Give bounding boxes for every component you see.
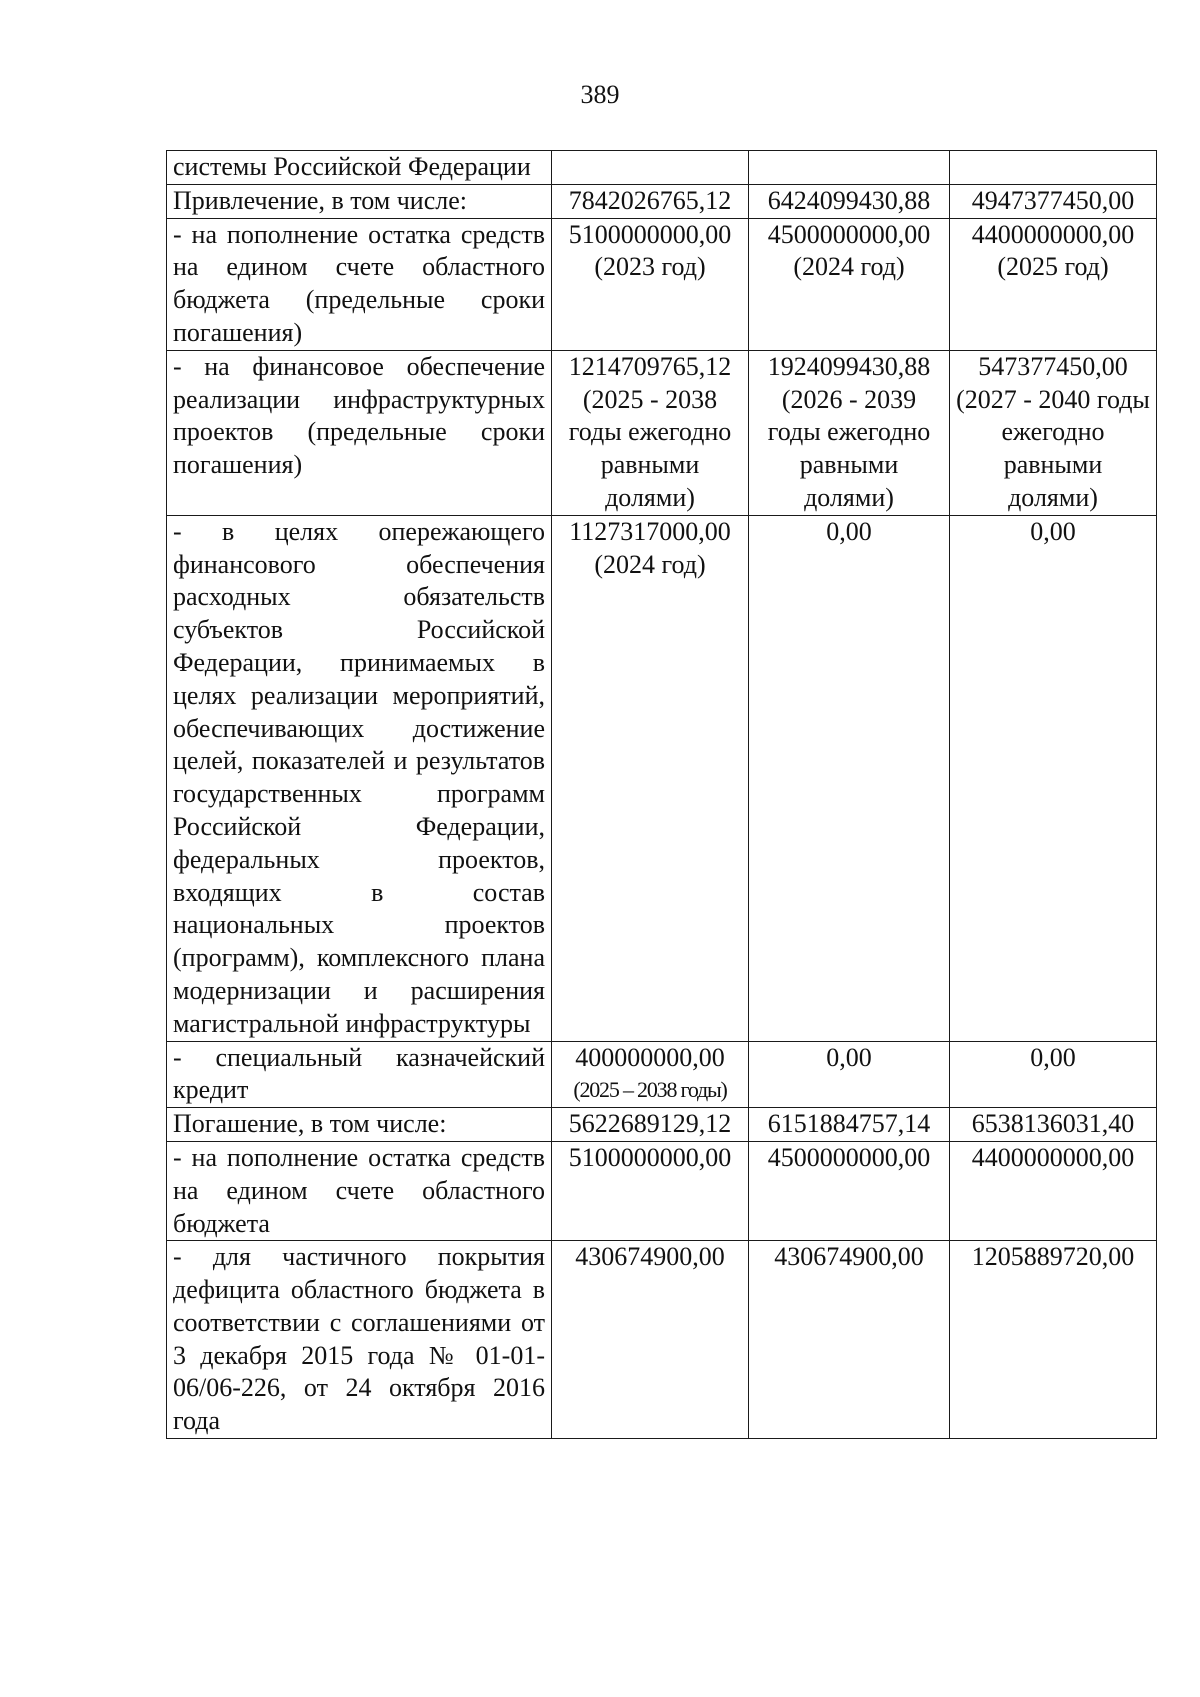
value-cell bbox=[552, 515, 749, 1041]
value-note: (2026 - 2039 годы ежегодно равными долями) bbox=[767, 384, 931, 512]
table-row bbox=[167, 184, 1157, 218]
row-label: - на пополнение остатка средств на едином счете областного бюджета bbox=[167, 1141, 552, 1240]
value-cell: 6151884757,14 bbox=[749, 1108, 950, 1142]
row-label: Привлечение, в том числе: bbox=[167, 184, 552, 218]
value-amount: 1214709765,12 bbox=[568, 351, 732, 381]
value-cell bbox=[749, 350, 950, 515]
table-row bbox=[167, 218, 1157, 350]
table-row bbox=[167, 1108, 1157, 1142]
value-note: (2025 год) bbox=[997, 252, 1109, 282]
row-label: - на финансовое обеспечение реализации инфраструктурных проектов (предельные сроки погашения) bbox=[167, 350, 552, 515]
value-amount: 5100000000,00 bbox=[568, 219, 732, 249]
value-cell bbox=[950, 350, 1157, 515]
value-amount: 4500000000,00 bbox=[767, 219, 931, 249]
value-cell bbox=[950, 218, 1157, 350]
value-cell: 430674900,00 bbox=[749, 1241, 950, 1439]
value-note: (2024 год) bbox=[594, 549, 706, 579]
value-cell: 4500000000,00 bbox=[749, 1141, 950, 1240]
value-cell bbox=[552, 218, 749, 350]
value-cell: 4947377450,00 bbox=[950, 184, 1157, 218]
value-cell bbox=[749, 218, 950, 350]
value-amount: 1924099430,88 bbox=[767, 351, 931, 381]
row-label: системы Российской Федерации bbox=[167, 151, 552, 185]
page-number: 389 bbox=[580, 80, 620, 109]
value-amount: 1127317000,00 bbox=[569, 516, 731, 546]
value-cell: 7842026765,12 bbox=[552, 184, 749, 218]
value-cell: 4400000000,00 bbox=[950, 1141, 1157, 1240]
value-note: (2025 – 2038 годы) bbox=[573, 1077, 727, 1103]
value-cell: 6538136031,40 bbox=[950, 1108, 1157, 1142]
value-cell: 0,00 bbox=[749, 1041, 950, 1108]
value-amount: 400000000,00 bbox=[575, 1042, 725, 1072]
value-cell: 0,00 bbox=[749, 515, 950, 1041]
value-note: (2027 - 2040 годы ежегодно равными долями) bbox=[956, 384, 1150, 512]
value-amount: 4400000000,00 bbox=[971, 219, 1135, 249]
row-label: - специальный казначейский кредит bbox=[167, 1041, 552, 1108]
row-label: Погашение, в том числе: bbox=[167, 1108, 552, 1142]
value-cell: 1205889720,00 bbox=[950, 1241, 1157, 1439]
table-row bbox=[167, 515, 1157, 1041]
value-cell bbox=[950, 151, 1157, 185]
value-cell: 5622689129,12 bbox=[552, 1108, 749, 1142]
row-label: - на пополнение остатка средств на едином счете областного бюджета (предельные сроки погашения) bbox=[167, 218, 552, 350]
row-label: - в целях опережающего финансового обеспечения расходных обязательств субъектов Российской Федерации, принимаемых в целях реализации мероприятий, обеспечивающих достижение целей, показателей и результатов государственных программ Российской Федерации, федеральных проектов, входящих в состав национальных проектов (программ), комплексного плана модернизации и расширения магистральной инфраструктуры bbox=[167, 515, 552, 1041]
table-row bbox=[167, 1241, 1157, 1439]
row-label: - для частичного покрытия дефицита областного бюджета в соответствии с соглашениями от 3 декабря 2015 года № 01-01-06/06-226, от 24 октября 2016 года bbox=[167, 1241, 552, 1439]
table-row bbox=[167, 350, 1157, 515]
table-row bbox=[167, 1041, 1157, 1108]
budget-table bbox=[166, 150, 1157, 1439]
value-amount: 547377450,00 bbox=[978, 351, 1128, 381]
value-cell: 5100000000,00 bbox=[552, 1141, 749, 1240]
table-row bbox=[167, 1141, 1157, 1240]
value-cell bbox=[749, 151, 950, 185]
value-cell: 0,00 bbox=[950, 515, 1157, 1041]
value-cell bbox=[552, 151, 749, 185]
value-cell: 430674900,00 bbox=[552, 1241, 749, 1439]
value-cell bbox=[552, 1041, 749, 1108]
table-row bbox=[167, 151, 1157, 185]
value-note: (2023 год) bbox=[594, 252, 706, 282]
value-note: (2025 - 2038 годы ежегодно равными долями) bbox=[568, 384, 732, 512]
value-cell bbox=[552, 350, 749, 515]
value-cell: 0,00 bbox=[950, 1041, 1157, 1108]
value-note: (2024 год) bbox=[793, 252, 905, 282]
value-cell: 6424099430,88 bbox=[749, 184, 950, 218]
